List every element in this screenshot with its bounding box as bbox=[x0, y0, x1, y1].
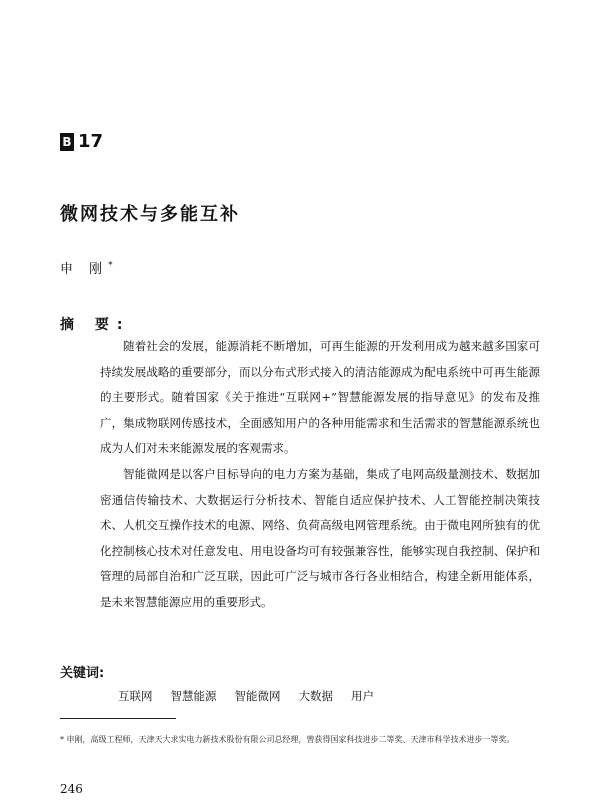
abstract-body bbox=[100, 334, 540, 616]
article-title: 微网技术与多能互补 bbox=[60, 204, 240, 225]
chapter-number: 17 bbox=[78, 131, 104, 152]
chapter-heading bbox=[60, 131, 103, 152]
keywords-heading: 关键词: bbox=[60, 666, 105, 681]
keywords-list bbox=[118, 688, 392, 704]
keyword: 互联网 bbox=[118, 689, 153, 703]
keyword: 智慧能源 bbox=[170, 689, 217, 703]
page-number: 246 bbox=[60, 782, 83, 796]
author-line bbox=[60, 258, 113, 277]
footnote: * 申刚，高级工程师，天津天大求实电力新技术股份有限公司总经理，曾获得国家科技进步二等奖、天津市科学技术进步一等奖。 bbox=[60, 735, 515, 744]
abstract-heading: 摘 要: bbox=[60, 317, 131, 333]
author-name: 申 刚 bbox=[60, 262, 109, 277]
chapter-badge: B bbox=[60, 133, 74, 151]
author-footnote-mark: * bbox=[108, 260, 113, 271]
abstract-paragraph: 随着社会的发展，能源消耗不断增加，可再生能源的开发利用成为越来越多国家可持续发展战略的重要部分，而以分布式形式接入的清洁能源成为配电系统中可再生能源的主要形式。随着国家《关于推进“互联网+”智慧能源发展的指导意见》的发布及推广，集成物联网传感技术，全面感知用户的各种用能需求和生活需求的智慧能源系统也成为人们对未来能源发展的客观需求。 bbox=[100, 339, 540, 456]
keyword: 智能微网 bbox=[234, 689, 281, 703]
keyword: 大数据 bbox=[298, 689, 333, 703]
abstract-paragraph: 智能微网是以客户目标导向的电力方案为基础，集成了电网高级量测技术、数据加密通信传输技术、大数据运行分析技术、智能自适应保护技术、人工智能控制决策技术、人机交互操作技术的电源、网络、负荷高级电网管理系统。由于微电网所独有的优化控制核心技术对任意发电、用电设备均可有较强兼容性，能够实现自我控制、保护和管理的局部自治和广泛互联，因此可广泛与城市各行各业相结合，构建全新用能体系，是未来智慧能源应用的重要形式。 bbox=[100, 466, 540, 609]
footnote-divider bbox=[60, 718, 176, 719]
keyword: 用户 bbox=[351, 689, 374, 703]
